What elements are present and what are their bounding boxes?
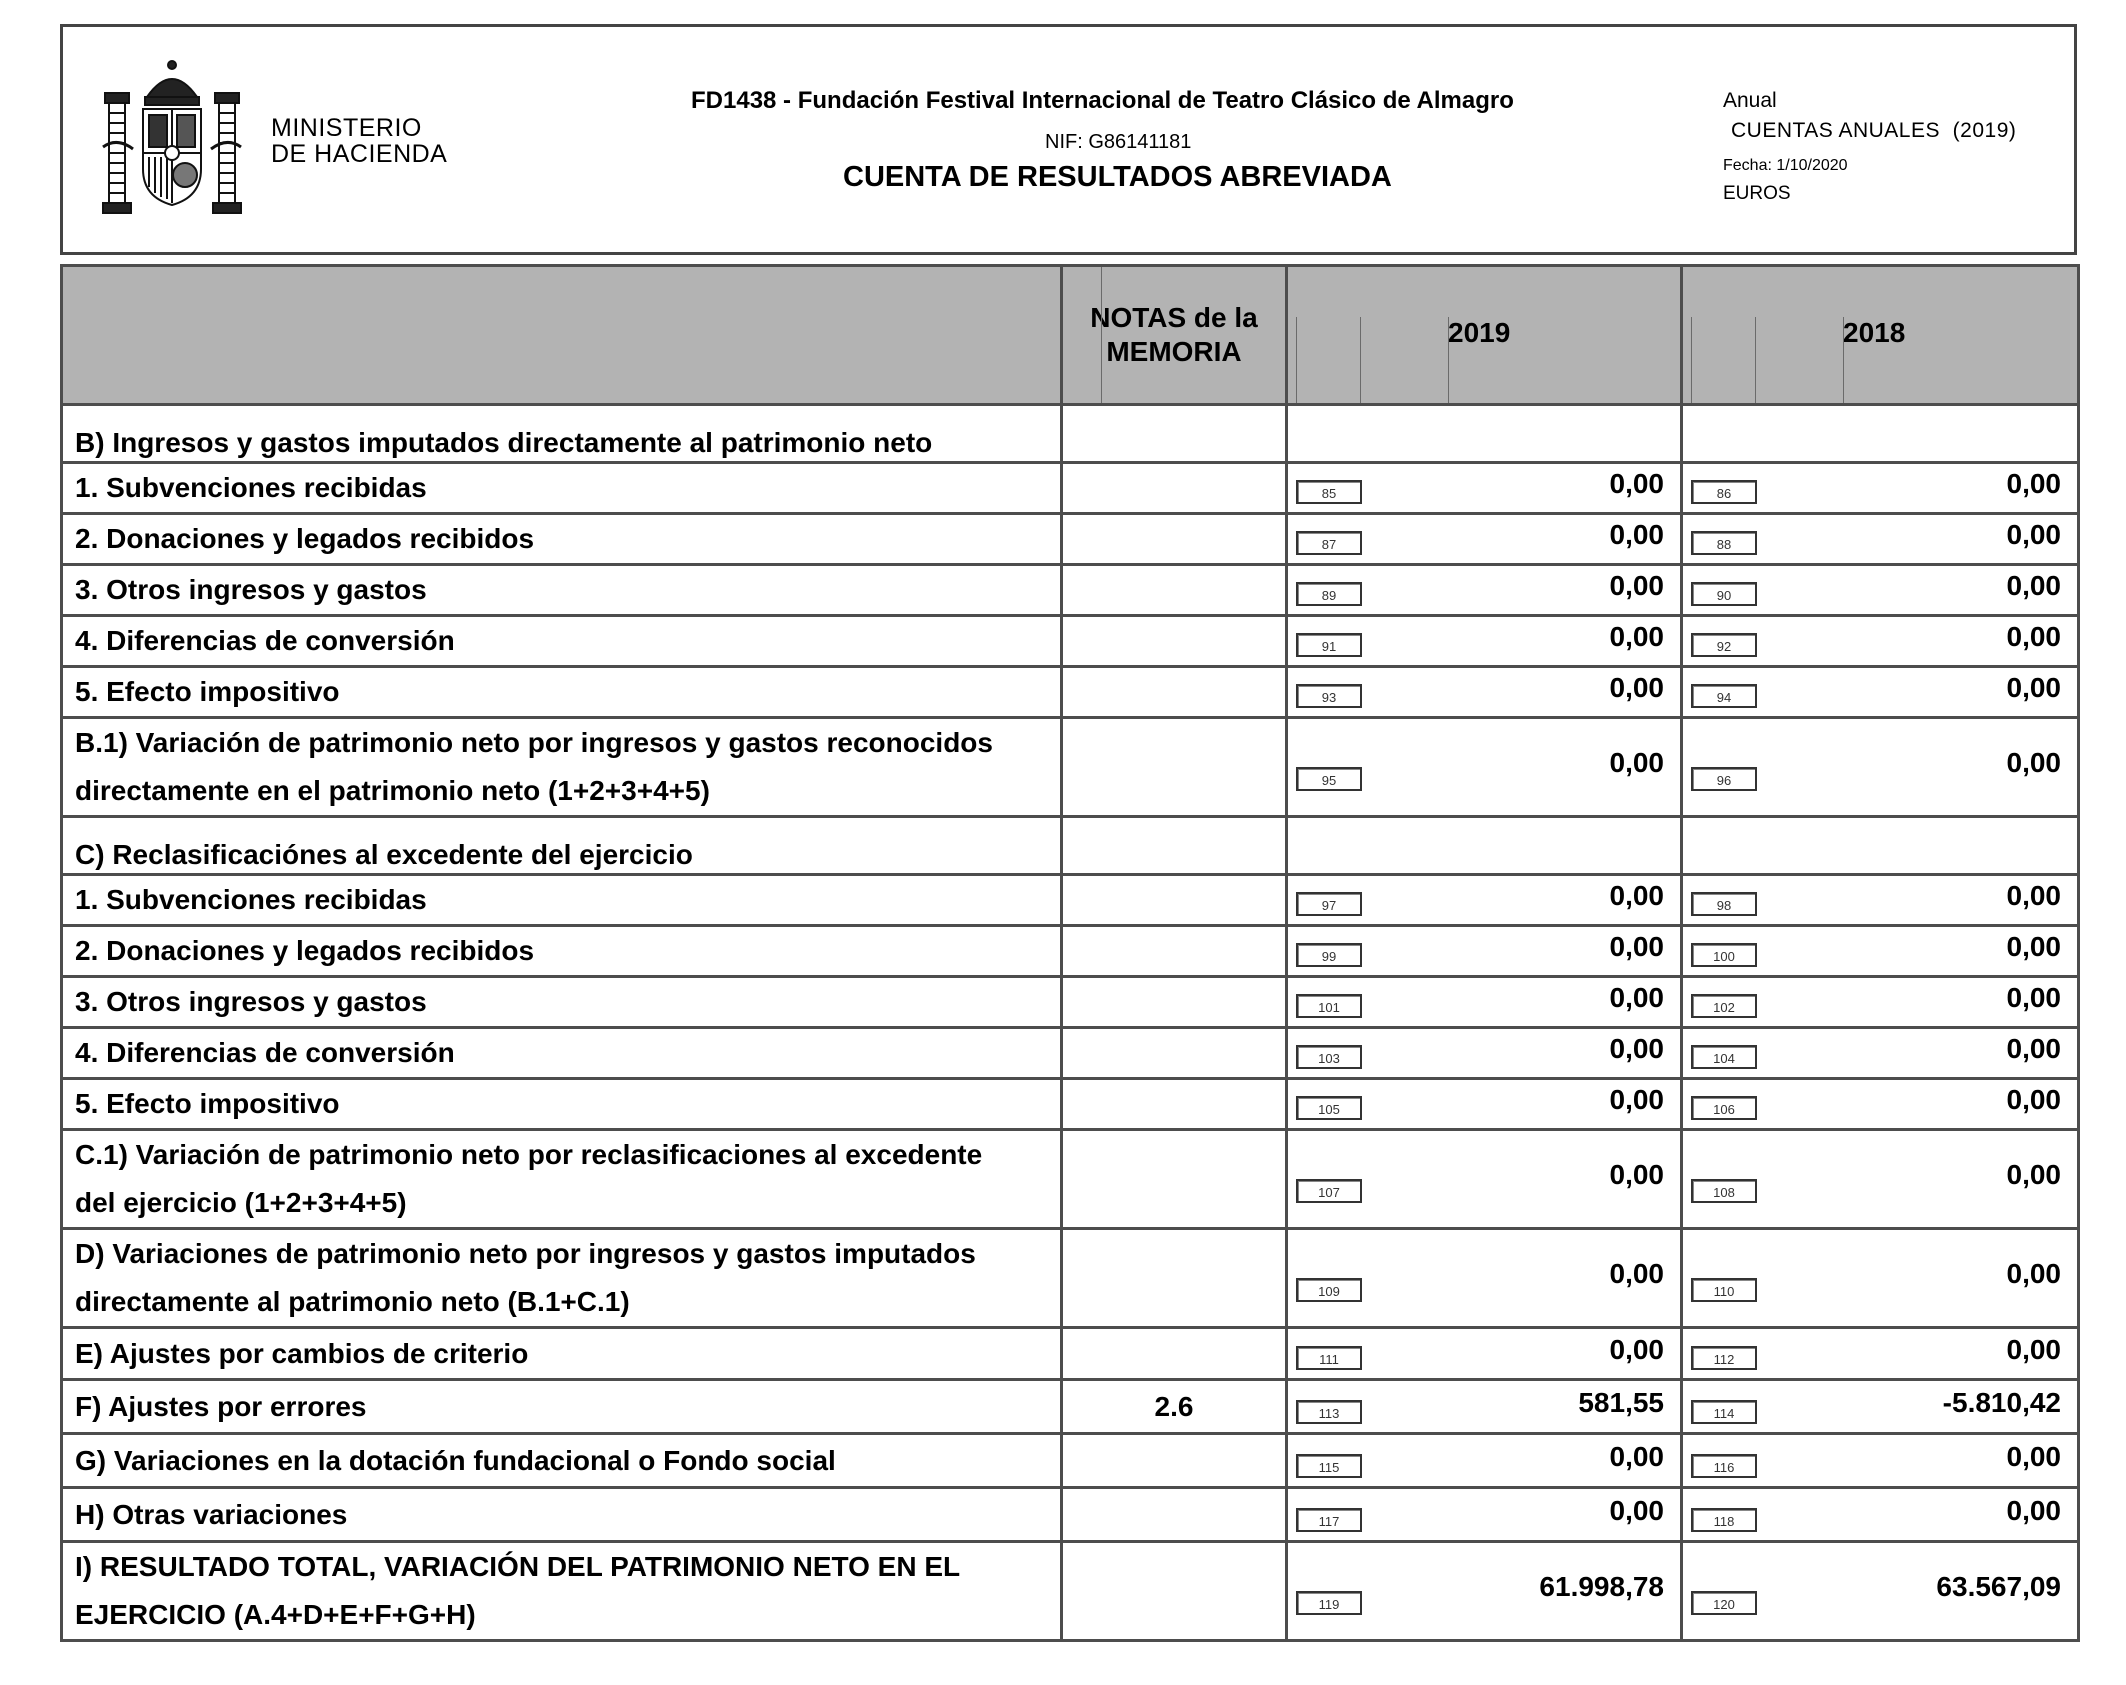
amount-2019: 0,00 [1609,1159,1664,1190]
amount-2018: 0,00 [2006,747,2061,778]
amount-2019: 0,00 [1609,931,1664,962]
field-code-box: 119 [1296,1591,1362,1615]
field-code-box: 105 [1296,1096,1362,1120]
value-cell-2019 [1287,875,1682,926]
row-label: D) Variaciones de patrimonio neto por ingresos y gastos imputados [75,1238,976,1269]
field-code-box: 89 [1296,582,1362,606]
value-cell-2018 [1682,1380,2079,1434]
value-cell-2018 [1682,1542,2079,1641]
notes-cell [1062,1542,1287,1641]
row-label-continued: EJERCICIO (A.4+D+E+F+G+H) [75,1599,476,1630]
amount-2018: 0,00 [2006,1159,2061,1190]
table-row [62,1079,2079,1130]
field-code-box: 87 [1296,531,1362,555]
table-row [62,514,2079,565]
field-code-box: 93 [1296,684,1362,708]
notes-cell [1062,1434,1287,1488]
notes-cell [1062,1079,1287,1130]
value-cell-2019 [1287,463,1682,514]
table-row [62,1380,2079,1434]
value-cell-2018 [1682,1229,2079,1328]
row-label-continued: directamente al patrimonio neto (B.1+C.1) [75,1286,630,1317]
amount-2019: 0,00 [1609,1258,1664,1289]
field-code-box: 114 [1691,1400,1757,1424]
table-row [62,616,2079,667]
notes-header-line-2: MEMORIA [1106,336,1242,367]
notes-cell [1062,875,1287,926]
table-row [62,667,2079,718]
ministry-line-2: DE HACIENDA [271,140,448,168]
label-column-header [62,266,1062,405]
row-label-cell [62,817,1062,875]
table-row [62,977,2079,1028]
field-code-box: 106 [1691,1096,1757,1120]
notes-cell: 2.6 [1062,1380,1287,1434]
value-cell-2019 [1287,1130,1682,1229]
field-code-box: 107 [1296,1179,1362,1203]
field-code-box: 95 [1296,767,1362,791]
value-cell-2018 [1682,667,2079,718]
value-cell-2018 [1682,616,2079,667]
field-code-box: 94 [1691,684,1757,708]
value-cell-2018 [1682,514,2079,565]
field-code-box: 90 [1691,582,1757,606]
row-label: 2. Donaciones y legados recibidos [75,523,535,554]
row-label: C.1) Variación de patrimonio neto por reclasificaciones al excedente [75,1139,983,1170]
value-cell-2018 [1682,1028,2079,1079]
notes-cell [1062,1130,1287,1229]
field-code-box: 109 [1296,1278,1362,1302]
row-label-cell [62,405,1062,463]
row-label: B.1) Variación de patrimonio neto por ingresos y gastos reconocidos [75,727,993,758]
table-row [62,1328,2079,1380]
value-cell-2019 [1287,718,1682,817]
notes-cell [1062,1328,1287,1380]
value-cell-2019 [1287,1229,1682,1328]
notes-cell [1062,1028,1287,1079]
row-label: 1. Subvenciones recibidas [75,884,427,915]
row-label: F) Ajustes por errores [75,1390,367,1422]
notes-cell [1062,565,1287,616]
notes-cell [1062,514,1287,565]
report-name: CUENTAS ANUALES (2019) [1731,119,2017,142]
notes-cell [1062,667,1287,718]
value-cell-2018 [1682,718,2079,817]
row-label-cell [62,1328,1062,1380]
ministry-name [271,115,447,167]
amount-2018: 0,00 [2006,1258,2061,1289]
table-row [62,926,2079,977]
table-row [62,1130,2079,1229]
amount-2019: 581,55 [1578,1386,1664,1418]
amount-2018: 0,00 [2006,1440,2061,1472]
row-label-cell [62,926,1062,977]
row-label-cell [62,718,1062,817]
value-cell-2018 [1682,1130,2079,1229]
row-label-cell [62,1380,1062,1434]
row-label: 5. Efecto impositivo [75,676,340,707]
value-cell-2018 [1682,1434,2079,1488]
table-row [62,1488,2079,1542]
amount-2018: 0,00 [2006,468,2061,499]
value-cell-2019 [1287,1488,1682,1542]
amount-2018: 0,00 [2006,982,2061,1013]
report-date: Fecha: 1/10/2020 [1723,157,1848,174]
field-code-box: 104 [1691,1045,1757,1069]
document-title: CUENTA DE RESULTADOS ABREVIADA [843,161,1392,193]
amount-2019: 0,00 [1609,1440,1664,1472]
value-cell-2019 [1287,667,1682,718]
value-cell-2019 [1287,405,1682,463]
field-code-box: 117 [1296,1508,1362,1532]
year-2018-label: 2018 [1843,317,1906,348]
amount-2019: 0,00 [1609,672,1664,703]
row-label: 3. Otros ingresos y gastos [75,986,427,1017]
row-label-cell [62,977,1062,1028]
field-code-box: 96 [1691,767,1757,791]
notes-cell [1062,405,1287,463]
value-cell-2019 [1287,977,1682,1028]
row-label-cell [62,1028,1062,1079]
notes-header-line-1: NOTAS de la [1090,302,1258,333]
document-header [60,24,2077,255]
value-cell-2018 [1682,565,2079,616]
notes-cell [1062,1229,1287,1328]
field-code-box: 120 [1691,1591,1757,1615]
nif: NIF: G86141181 [1045,131,1192,153]
table-row [62,463,2079,514]
table-row [62,875,2079,926]
value-cell-2018 [1682,1488,2079,1542]
row-label: 4. Diferencias de conversión [75,1037,455,1068]
amount-2018: 0,00 [2006,570,2061,601]
row-label-cell [62,616,1062,667]
value-cell-2019 [1287,1434,1682,1488]
row-label: 2. Donaciones y legados recibidos [75,935,535,966]
amount-2019: 0,00 [1609,1033,1664,1064]
field-code-box: 110 [1691,1278,1757,1302]
field-code-box: 112 [1691,1346,1757,1370]
field-code-box: 102 [1691,994,1757,1018]
amount-2019: 0,00 [1609,747,1664,778]
row-label: 3. Otros ingresos y gastos [75,574,427,605]
field-code-box: 103 [1296,1045,1362,1069]
field-code-box: 86 [1691,480,1757,504]
amount-2018: 0,00 [2006,519,2061,550]
amount-2019: 0,00 [1609,982,1664,1013]
amount-2019: 0,00 [1609,1084,1664,1115]
row-label-cell [62,1434,1062,1488]
row-label-continued: del ejercicio (1+2+3+4+5) [75,1187,407,1218]
row-label-cell [62,463,1062,514]
value-cell-2018 [1682,977,2079,1028]
field-code-box: 98 [1691,892,1757,916]
field-code-box: 116 [1691,1454,1757,1478]
field-code-box: 92 [1691,633,1757,657]
field-code-box: 91 [1296,633,1362,657]
value-cell-2019 [1287,1542,1682,1641]
table-row [62,1434,2079,1488]
field-code-box: 111 [1296,1346,1362,1370]
value-cell-2019 [1287,1328,1682,1380]
table-row [62,1229,2079,1328]
row-label-cell [62,1229,1062,1328]
amount-2019: 0,00 [1609,570,1664,601]
value-cell-2018 [1682,405,2079,463]
field-code-box: 101 [1296,994,1362,1018]
results-table [60,264,2080,1642]
table-row [62,565,2079,616]
field-code-box: 100 [1691,943,1757,967]
field-code-box: 99 [1296,943,1362,967]
amount-2019: 61.998,78 [1539,1571,1664,1602]
value-cell-2019 [1287,616,1682,667]
notes-column-header [1062,266,1287,405]
table-header-row [62,266,2079,405]
field-code-box: 97 [1296,892,1362,916]
amount-2018: 0,00 [2006,931,2061,962]
field-code-box: 108 [1691,1179,1757,1203]
amount-2018: 0,00 [2006,1084,2061,1115]
row-label-cell [62,565,1062,616]
value-cell-2019 [1287,1028,1682,1079]
amount-2019: 0,00 [1609,880,1664,911]
row-label: B) Ingresos y gastos imputados directamente al patrimonio neto [75,426,933,458]
notes-cell [1062,463,1287,514]
value-cell-2019 [1287,514,1682,565]
field-code-box: 85 [1296,480,1362,504]
field-code-box: 115 [1296,1454,1362,1478]
value-cell-2018 [1682,463,2079,514]
currency: EUROS [1723,183,1791,204]
year-2018-column-header [1682,266,2079,405]
amount-2018: 63.567,09 [1936,1571,2061,1602]
value-cell-2018 [1682,1079,2079,1130]
notes-cell [1062,616,1287,667]
amount-2018: 0,00 [2006,880,2061,911]
amount-2019: 0,00 [1609,1494,1664,1526]
notes-cell [1062,1488,1287,1542]
row-label-cell [62,1079,1062,1130]
table-row [62,1028,2079,1079]
value-cell-2018 [1682,817,2079,875]
field-code-box: 118 [1691,1508,1757,1532]
value-cell-2019 [1287,926,1682,977]
row-label-cell [62,514,1062,565]
table-row [62,718,2079,817]
value-cell-2018 [1682,926,2079,977]
row-label-cell [62,1542,1062,1641]
field-code-box: 113 [1296,1400,1362,1424]
amount-2018: 0,00 [2006,672,2061,703]
row-label: I) RESULTADO TOTAL, VARIACIÓN DEL PATRIMONIO NETO EN EL [75,1551,961,1582]
row-label: 5. Efecto impositivo [75,1088,340,1119]
row-label-cell [62,875,1062,926]
entity-name: FD1438 - Fundación Festival Internacional de Teatro Clásico de Almagro [691,87,1514,114]
amount-2018: 0,00 [2006,1033,2061,1064]
year-2019-column-header [1287,266,1682,405]
table-row [62,1542,2079,1641]
section-row [62,405,2079,463]
row-label: H) Otras variaciones [75,1498,348,1530]
amount-2018: -5.810,42 [1942,1386,2061,1418]
value-cell-2019 [1287,1380,1682,1434]
amount-2018: 0,00 [2006,1333,2061,1365]
notes-cell [1062,718,1287,817]
coat-of-arms-icon [99,57,245,217]
amount-2019: 0,00 [1609,1333,1664,1365]
ministry-line-1: MINISTERIO [271,114,422,142]
value-cell-2019 [1287,565,1682,616]
row-label: C) Reclasificaciónes al excedente del ejercicio [75,838,693,870]
row-label-cell [62,667,1062,718]
value-cell-2018 [1682,1328,2079,1380]
period: Anual [1723,89,1777,112]
row-label: E) Ajustes por cambios de criterio [75,1337,529,1369]
notes-cell [1062,977,1287,1028]
value-cell-2018 [1682,875,2079,926]
row-label-cell [62,1130,1062,1229]
row-label: G) Variaciones en la dotación fundacional o Fondo social [75,1444,836,1476]
row-label-cell [62,1488,1062,1542]
field-code-box: 88 [1691,531,1757,555]
year-2019-label: 2019 [1448,317,1511,348]
value-cell-2019 [1287,1079,1682,1130]
value-cell-2019 [1287,817,1682,875]
row-label-continued: directamente en el patrimonio neto (1+2+3+4+5) [75,775,710,806]
row-label: 4. Diferencias de conversión [75,625,455,656]
amount-2019: 0,00 [1609,519,1664,550]
section-row [62,817,2079,875]
amount-2019: 0,00 [1609,621,1664,652]
amount-2018: 0,00 [2006,621,2061,652]
row-label: 1. Subvenciones recibidas [75,472,427,503]
amount-2018: 0,00 [2006,1494,2061,1526]
amount-2019: 0,00 [1609,468,1664,499]
notes-cell [1062,817,1287,875]
notes-cell [1062,926,1287,977]
